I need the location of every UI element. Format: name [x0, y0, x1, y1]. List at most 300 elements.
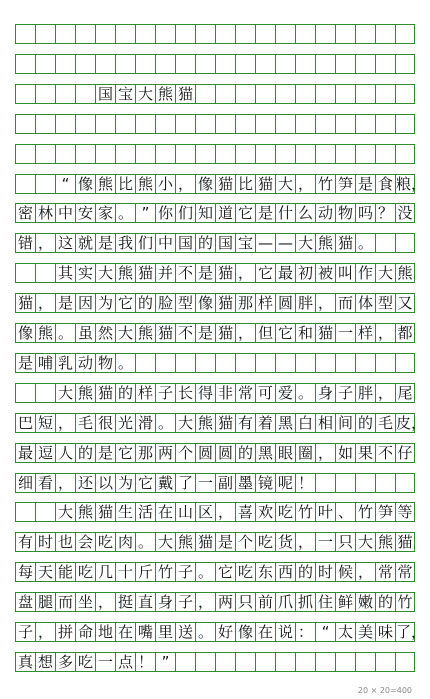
grid-cell — [235, 84, 256, 104]
grid-cell: 竹 — [395, 592, 415, 612]
grid-cell: 熊 — [115, 263, 136, 283]
grid-cell: 眼 — [275, 443, 296, 463]
grid-cell: 爪 — [275, 592, 296, 612]
grid-row — [15, 652, 415, 672]
grid-cell: 会 — [75, 532, 96, 552]
grid-cell: 子 — [155, 383, 176, 403]
grid-cell: 猫 — [135, 263, 156, 283]
grid-cell: 比 — [235, 174, 256, 194]
grid-cell: 个 — [175, 443, 196, 463]
grid-cell: 它 — [115, 443, 136, 463]
grid-cell: 时 — [35, 532, 56, 552]
grid-cell: 们 — [135, 233, 156, 253]
grid-cell: 那 — [135, 443, 156, 463]
grid-cell: ， — [315, 293, 336, 313]
grid-cell — [355, 473, 376, 493]
grid-cell: 子 — [335, 383, 356, 403]
grid-cell — [55, 114, 76, 134]
grid-cell: 宝 — [115, 84, 136, 104]
grid-cell: 圈 — [295, 443, 316, 463]
grid-cell — [135, 24, 156, 44]
grid-cell: ， — [315, 443, 336, 463]
grid-cell: 安 — [75, 203, 96, 223]
grid-cell: 吃 — [235, 562, 256, 582]
grid-cell — [375, 473, 396, 493]
grid-cell: 每 — [15, 562, 36, 582]
grid-row — [15, 622, 427, 642]
grid-cell: 细 — [15, 473, 36, 493]
grid-cell — [135, 144, 156, 164]
grid-cell — [235, 24, 256, 44]
grid-cell: ， — [175, 174, 196, 194]
grid-cell: 吃 — [275, 502, 296, 522]
grid-cell: 圆 — [195, 443, 216, 463]
grid-cell — [295, 144, 316, 164]
grid-cell — [215, 24, 236, 44]
grid-cell: 说 — [275, 622, 296, 642]
grid-cell: 只 — [235, 592, 256, 612]
grid-row — [15, 144, 415, 164]
grid-cell: 竹 — [315, 174, 336, 194]
grid-cell — [355, 54, 376, 74]
grid-cell — [395, 24, 415, 44]
grid-cell: 的 — [375, 592, 396, 612]
grid-cell: 猫 — [175, 84, 196, 104]
grid-cell: 那 — [235, 293, 256, 313]
grid-cell: 猫 — [215, 323, 236, 343]
grid-cell: 。 — [195, 622, 216, 642]
grid-cell: 作 — [355, 263, 376, 283]
grid-cell: 猫 — [215, 263, 236, 283]
grid-cell — [35, 144, 56, 164]
grid-cell: 的 — [195, 233, 216, 253]
grid-cell: 墨 — [235, 473, 256, 493]
grid-cell: 有 — [235, 413, 256, 433]
grid-cell: 熊 — [95, 174, 116, 194]
grid-cell — [395, 473, 415, 493]
grid-cell — [355, 84, 376, 104]
grid-cell: ！ — [135, 652, 156, 672]
grid-cell — [375, 144, 396, 164]
grid-cell: 像 — [75, 174, 96, 194]
grid-cell: 滑 — [135, 413, 156, 433]
grid-cell — [35, 174, 56, 194]
grid-cell: 嘴 — [135, 622, 156, 642]
grid-cell — [235, 353, 256, 373]
grid-cell: 。 — [115, 353, 136, 373]
grid-cell — [255, 114, 276, 134]
grid-cell — [215, 652, 236, 672]
grid-cell: 而 — [55, 592, 76, 612]
grid-cell: 长 — [175, 383, 196, 403]
grid-row — [15, 562, 415, 582]
grid-cell: 美 — [355, 622, 376, 642]
grid-cell — [75, 144, 96, 164]
grid-cell: 子 — [175, 562, 196, 582]
grid-cell: 很 — [95, 413, 116, 433]
grid-cell: 毛 — [375, 413, 396, 433]
grid-cell: 是 — [95, 443, 116, 463]
grid-cell: 着 — [255, 413, 276, 433]
grid-cell — [15, 114, 36, 134]
grid-cell: 常 — [235, 383, 256, 403]
grid-cell — [275, 114, 296, 134]
grid-cell — [355, 652, 376, 672]
grid-cell: 道 — [215, 203, 236, 223]
grid-cell: 型 — [375, 293, 396, 313]
grid-cell — [375, 114, 396, 134]
grid-row — [15, 24, 415, 44]
grid-cell — [155, 24, 176, 44]
grid-cell — [295, 54, 316, 74]
grid-cell — [175, 24, 196, 44]
grid-cell — [395, 652, 415, 672]
grid-cell: 不 — [175, 323, 196, 343]
grid-cell: 的 — [355, 413, 376, 433]
grid-cell — [255, 84, 276, 104]
grid-cell — [335, 652, 356, 672]
grid-row — [15, 592, 415, 612]
grid-cell — [335, 24, 356, 44]
grid-cell: 。 — [155, 413, 176, 433]
grid-row — [15, 263, 415, 283]
grid-cell: 它 — [135, 473, 156, 493]
grid-cell: 不 — [375, 443, 396, 463]
grid-cell — [395, 54, 415, 74]
grid-row — [15, 443, 415, 463]
grid-cell: 它 — [235, 203, 256, 223]
grid-cell: 动 — [75, 353, 96, 373]
grid-cell: 像 — [195, 293, 216, 313]
grid-cell: 有 — [15, 532, 36, 552]
grid-cell: ， — [95, 592, 116, 612]
grid-cell: 的 — [295, 562, 316, 582]
grid-cell: 而 — [335, 293, 356, 313]
grid-cell: 大 — [295, 233, 316, 253]
grid-cell: 猫 — [95, 502, 116, 522]
grid-cell: 熊 — [175, 532, 196, 552]
grid-cell: 货 — [275, 532, 296, 552]
grid-cell: 。 — [355, 233, 376, 253]
grid-cell: 猫 — [395, 532, 415, 552]
grid-cell: 一 — [335, 323, 356, 343]
grid-cell — [135, 114, 156, 134]
grid-cell: 了 — [175, 473, 196, 493]
grid-cell: ， — [35, 622, 56, 642]
grid-cell: 为 — [95, 293, 116, 313]
grid-cell: 。 — [195, 562, 216, 582]
grid-row — [15, 413, 427, 433]
grid-cell: 镜 — [255, 473, 276, 493]
grid-cell: 宝 — [235, 233, 256, 253]
grid-cell: 胖 — [295, 293, 316, 313]
grid-cell: — — [275, 233, 296, 253]
grid-cell: 其 — [55, 263, 76, 283]
grid-cell: 吗 — [355, 203, 376, 223]
grid-cell: 家 — [95, 203, 116, 223]
grid-cell: ！ — [295, 473, 316, 493]
grid-cell: 然 — [95, 323, 116, 343]
grid-cell: 猫 — [255, 174, 276, 194]
grid-cell: 是 — [95, 233, 116, 253]
grid-row — [15, 174, 427, 194]
grid-cell: 人 — [55, 443, 76, 463]
grid-cell — [195, 652, 216, 672]
grid-cell: ， — [55, 473, 76, 493]
grid-cell: 常 — [395, 562, 415, 582]
grid-cell: 乳 — [55, 353, 76, 373]
grid-cell: 圆 — [215, 443, 236, 463]
grid-cell: 比 — [115, 174, 136, 194]
grid-cell — [295, 84, 316, 104]
grid-row — [15, 203, 415, 223]
grid-cell: 是 — [55, 293, 76, 313]
grid-cell: 白 — [295, 413, 316, 433]
grid-cell: 脸 — [155, 293, 176, 313]
grid-cell: ？ — [375, 203, 396, 223]
grid-cell — [335, 353, 356, 373]
grid-cell — [175, 652, 196, 672]
grid-cell — [115, 144, 136, 164]
grid-cell: — — [255, 233, 276, 253]
grid-cell: 两 — [215, 592, 236, 612]
grid-cell: 东 — [255, 562, 276, 582]
grid-cell — [395, 144, 415, 164]
grid-cell: ， — [235, 323, 256, 343]
grid-cell: 相 — [315, 413, 336, 433]
grid-cell: 前 — [255, 592, 276, 612]
grid-cell: 这 — [55, 233, 76, 253]
grid-cell: 皮， — [396, 414, 427, 432]
grid-cell: 国 — [95, 84, 116, 104]
grid-cell: 直 — [135, 592, 156, 612]
grid-cell: ， — [355, 562, 376, 582]
grid-cell: 笋 — [375, 502, 396, 522]
grid-cell — [35, 54, 56, 74]
grid-cell — [95, 54, 116, 74]
grid-cell: 里 — [155, 622, 176, 642]
grid-cell: 活 — [135, 502, 156, 522]
grid-cell: 它 — [115, 293, 136, 313]
grid-cell: 在 — [155, 502, 176, 522]
grid-cell: 林 — [35, 203, 56, 223]
grid-cell: 大 — [355, 532, 376, 552]
grid-cell — [195, 54, 216, 74]
grid-cell: 样 — [355, 323, 376, 343]
grid-cell: 个 — [235, 532, 256, 552]
grid-cell: 因 — [75, 293, 96, 313]
grid-cell: 初 — [295, 263, 316, 283]
grid-cell: 天 — [35, 562, 56, 582]
grid-cell — [75, 54, 96, 74]
grid-cell — [35, 84, 56, 104]
grid-cell: 熊 — [135, 323, 156, 343]
grid-cell — [195, 84, 216, 104]
grid-cell — [195, 144, 216, 164]
grid-cell: 竹 — [355, 502, 376, 522]
grid-cell — [375, 54, 396, 74]
grid-cell: 大 — [135, 84, 156, 104]
grid-cell — [115, 54, 136, 74]
grid-cell: 命 — [75, 622, 96, 642]
grid-cell: 圆 — [275, 293, 296, 313]
grid-cell: 小 — [155, 174, 176, 194]
grid-cell: 吃 — [95, 532, 116, 552]
grid-cell: 吃 — [255, 532, 276, 552]
grid-cell: 以 — [95, 473, 116, 493]
grid-cell: 猫 — [155, 323, 176, 343]
grid-cell — [75, 24, 96, 44]
grid-cell — [215, 144, 236, 164]
grid-cell: 副 — [215, 473, 236, 493]
grid-cell: 物 — [95, 353, 116, 373]
grid-cell — [375, 24, 396, 44]
grid-cell: 好 — [215, 622, 236, 642]
grid-cell: 猫 — [195, 532, 216, 552]
grid-cell: 戴 — [155, 473, 176, 493]
grid-cell — [175, 54, 196, 74]
grid-cell — [175, 114, 196, 134]
grid-cell: 像 — [195, 174, 216, 194]
grid-cell: 我 — [115, 233, 136, 253]
grid-cell — [335, 144, 356, 164]
grid-cell: 爱 — [275, 383, 296, 403]
grid-cell: 又 — [395, 293, 415, 313]
grid-cell: 中 — [55, 203, 76, 223]
grid-row — [15, 502, 415, 522]
grid-cell: ， — [195, 592, 216, 612]
grid-cell: 笋 — [335, 174, 356, 194]
grid-cell: 喜 — [235, 502, 256, 522]
grid-cell: 什 — [275, 203, 296, 223]
grid-cell: 是 — [15, 353, 36, 373]
grid-cell: 胖 — [355, 383, 376, 403]
grid-cell: 但 — [255, 323, 276, 343]
grid-cell: 多 — [55, 652, 76, 672]
grid-cell: 大 — [55, 383, 76, 403]
grid-cell: 的 — [75, 443, 96, 463]
grid-cell — [235, 54, 256, 74]
grid-cell: 常 — [375, 562, 396, 582]
grid-cell: 竹 — [295, 502, 316, 522]
grid-cell: 果 — [355, 443, 376, 463]
grid-cell: 的 — [135, 293, 156, 313]
grid-cell: 。 — [295, 383, 316, 403]
grid-cell: ， — [295, 532, 316, 552]
grid-cell: ， — [235, 263, 256, 283]
grid-cell: 最 — [15, 443, 36, 463]
grid-cell: 。 — [55, 323, 76, 343]
grid-cell — [15, 502, 36, 522]
grid-cell: 熊 — [135, 174, 156, 194]
grid-cell — [75, 114, 96, 134]
grid-row — [15, 54, 415, 74]
grid-cell: 住 — [315, 592, 336, 612]
grid-cell: 拼 — [55, 622, 76, 642]
grid-cell — [295, 353, 316, 373]
grid-cell — [315, 473, 336, 493]
grid-cell — [375, 652, 396, 672]
grid-cell — [135, 54, 156, 74]
grid-cell: 型 — [175, 293, 196, 313]
grid-cell — [95, 114, 116, 134]
grid-cell: 为 — [115, 473, 136, 493]
grid-cell: 西 — [275, 562, 296, 582]
grid-cell: 的 — [115, 383, 136, 403]
grid-cell: 身 — [315, 383, 336, 403]
grid-cell — [235, 114, 256, 134]
grid-cell: 和 — [295, 323, 316, 343]
grid-cell: 子 — [15, 622, 36, 642]
grid-cell: 么 — [295, 203, 316, 223]
grid-cell — [255, 54, 276, 74]
grid-cell: 一 — [315, 532, 336, 552]
grid-cell: 熊 — [75, 502, 96, 522]
grid-cell — [375, 84, 396, 104]
grid-cell: 仔 — [395, 443, 415, 463]
grid-cell — [175, 144, 196, 164]
grid-cell: 样 — [135, 383, 156, 403]
grid-cell — [275, 84, 296, 104]
grid-cell: 食 — [375, 174, 396, 194]
grid-cell: 子 — [175, 592, 196, 612]
grid-cell — [195, 114, 216, 134]
grid-cell — [215, 114, 236, 134]
grid-cell: 味 — [375, 622, 396, 642]
grid-cell — [295, 652, 316, 672]
grid-cell — [315, 353, 336, 373]
grid-cell: 得 — [195, 383, 216, 403]
grid-cell — [235, 652, 256, 672]
grid-cell — [275, 144, 296, 164]
grid-cell: 中 — [155, 233, 176, 253]
grid-cell — [15, 174, 36, 194]
grid-cell: 并 — [155, 263, 176, 283]
grid-cell: 真 — [15, 652, 36, 672]
grid-cell: 猫 — [215, 174, 236, 194]
grid-cell — [275, 652, 296, 672]
grid-cell: 光 — [115, 413, 136, 433]
grid-cell: 可 — [255, 383, 276, 403]
grid-cell: 巴 — [15, 413, 36, 433]
grid-cell — [335, 84, 356, 104]
grid-cell: 大 — [275, 174, 296, 194]
grid-cell: 两 — [155, 443, 176, 463]
grid-row — [15, 293, 415, 313]
grid-cell: 时 — [315, 562, 336, 582]
grid-cell: 送 — [175, 622, 196, 642]
grid-cell — [75, 84, 96, 104]
grid-cell — [355, 24, 376, 44]
grid-cell: 毛 — [75, 413, 96, 433]
grid-cell: 大 — [375, 263, 396, 283]
grid-cell — [315, 24, 336, 44]
grid-cell: 的 — [235, 443, 256, 463]
grid-cell: 生 — [115, 502, 136, 522]
grid-cell — [115, 114, 136, 134]
grid-cell: 大 — [115, 323, 136, 343]
grid-cell: 地 — [95, 622, 116, 642]
grid-size-label: 20 × 20=400 — [357, 686, 412, 695]
grid-cell: 它 — [215, 562, 236, 582]
grid-cell — [35, 383, 56, 403]
grid-row — [15, 323, 415, 343]
grid-cell: 密 — [15, 203, 36, 223]
grid-cell: 想 — [35, 652, 56, 672]
grid-cell: 错 — [15, 233, 36, 253]
grid-cell: ， — [215, 502, 236, 522]
grid-cell: 尾 — [395, 383, 415, 403]
